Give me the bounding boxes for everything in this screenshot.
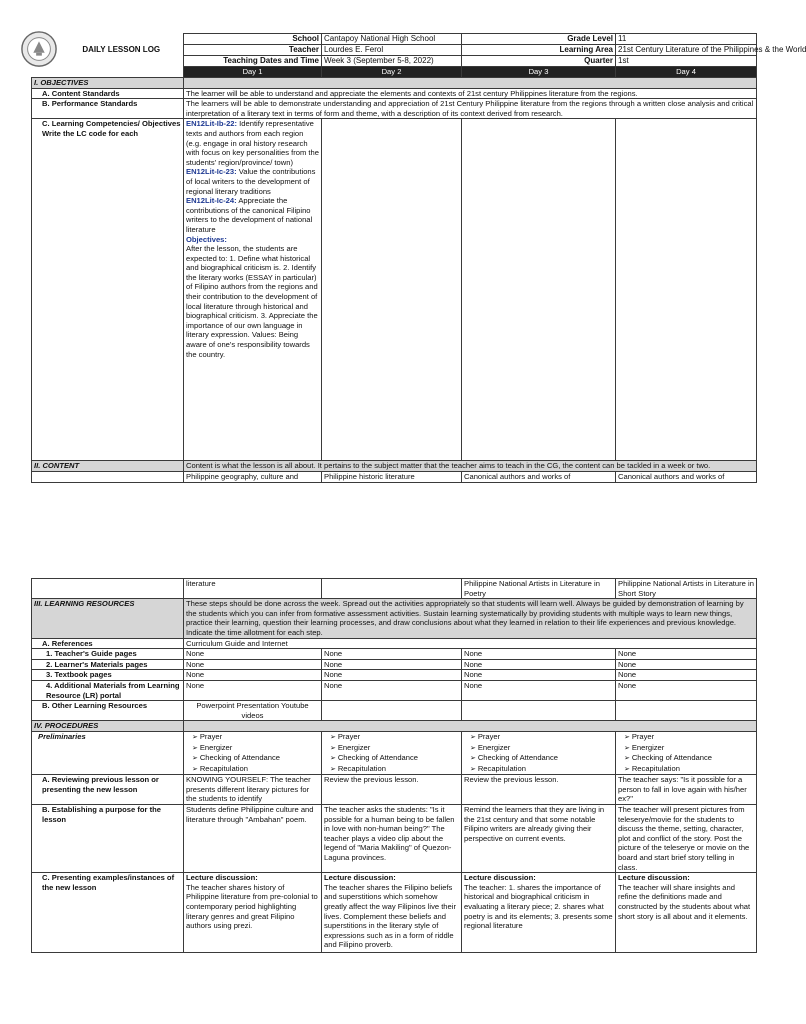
purpose-day2: The teacher asks the students: "Is it possible for a human being to be fallen in love with non-human being?" The teacher plays a video clip about the legend of "Maria Makiling" of Quezon-Laguna provinces. (322, 805, 462, 873)
lc-text-22: Identify representative texts and authors from each region (e.g. engage in oral history research with focus on key personalities from the students' region/province/ town) (186, 119, 319, 167)
none-cell: None (616, 659, 757, 670)
lesson-log-table-page1 (31, 33, 806, 483)
reviewing-day2: Review the previous lesson. (322, 775, 462, 805)
performance-standards-text: The learners will be able to demonstrate understanding and appreciation of 21st Century Philippine literature from the regions through a written close analysis and critical interpretation of a literary text in terms of form and theme, with a description of its context derived from research. (184, 99, 757, 119)
list-item: ➢ Recapitulation (470, 764, 613, 775)
content-standards-text: The learner will be able to understand and appreciate the elements and contexts of 21st century Philippines literature from the regions. (184, 88, 757, 99)
prelim-list-day2 (324, 732, 459, 774)
none-cell: None (462, 649, 616, 660)
prelim-list-day1 (186, 732, 319, 774)
presenting-text: The teacher: 1. shares the importance of historical and biographical criticism in evaluating a literary piece; 2. shares what poetry is and its elements; 3. presents some regional literature (464, 882, 613, 931)
lecture-heading: Lecture discussion: (618, 873, 690, 883)
list-item: ➢ Checking of Attendance (470, 753, 613, 764)
none-cell: None (322, 659, 462, 670)
prelim-list-day4 (618, 732, 754, 774)
list-item: ➢ Recapitulation (192, 764, 319, 775)
reviewing-day4: The teacher says: "Is it possible for a person to fall in love again with his/her ex?" (616, 775, 757, 805)
school-value: Cantapoy National High School (322, 34, 462, 45)
lecture-heading: Lecture discussion: (324, 873, 396, 883)
presenting-day4 (616, 873, 757, 953)
additional-materials-label: 4. Additional Materials from Learning Resource (LR) portal (32, 680, 184, 700)
objectives-title: I. OBJECTIVES (32, 78, 184, 89)
list-item: ➢ Prayer (330, 732, 459, 743)
area-value: 21st Century Literature of the Philippines & the World (616, 45, 757, 56)
learners-materials-label: 2. Learner's Materials pages (32, 659, 184, 670)
purpose-day1: Students define Philippine culture and literature through "Ambahan" poem. (184, 805, 322, 873)
references-label: A. References (32, 638, 184, 649)
list-item: ➢ Prayer (192, 732, 319, 743)
none-cell: None (322, 680, 462, 700)
reviewing-day3: Review the previous lesson. (462, 775, 616, 805)
list-item: ➢ Prayer (470, 732, 613, 743)
list-item: ➢ Checking of Attendance (192, 753, 319, 764)
content-day3-cont: Philippine National Artists in Literature in Poetry (462, 579, 616, 599)
area-label: Learning Area (462, 45, 616, 56)
day4-header: Day 4 (616, 67, 757, 78)
list-item: ➢ Prayer (624, 732, 754, 743)
content-day2: Philippine historic literature (322, 471, 462, 482)
day1-header: Day 1 (184, 67, 322, 78)
lc-text-23: Value the contributions of local writers to the development of regional literary traditions (186, 167, 316, 196)
none-cell: None (322, 649, 462, 660)
lc-code-22: EN12Lit-Ib-22: (186, 119, 238, 129)
teacher-value: Lourdes E. Ferol (322, 45, 462, 56)
content-intro: Content is what the lesson is all about. It pertains to the subject matter that the teacher aims to teach in the CG, the content can be tackled in a week or two. (184, 461, 757, 472)
preliminaries-label: Preliminaries (32, 731, 184, 774)
presenting-label: C. Presenting examples/instances of the new lesson (32, 873, 184, 953)
competencies-label: C. Learning Competencies/ Objectives Write the LC code for each (32, 119, 184, 461)
other-resources-label: B. Other Learning Resources (32, 701, 184, 721)
grade-label: Grade Level (462, 34, 616, 45)
none-cell: None (462, 659, 616, 670)
none-cell: None (616, 670, 757, 681)
list-item: ➢ Energizer (330, 743, 459, 754)
quarter-label: Quarter (462, 56, 616, 67)
none-cell: None (184, 659, 322, 670)
list-item: ➢ Checking of Attendance (330, 753, 459, 764)
presenting-text: The teacher shares history of Philippine literature from pre-colonial to contemporary period highlighting literary genres and great Filipino authors using prezi. (186, 882, 318, 931)
lc-code-24: EN12Lit-Ic-24: (186, 196, 237, 206)
lc-text-24: Appreciate the contributions of the canonical Filipino writers to the development of national literature (186, 196, 313, 234)
lecture-heading: Lecture discussion: (464, 873, 536, 883)
content-title: II. CONTENT (32, 461, 184, 472)
objectives-heading: Objectives: (186, 234, 227, 244)
competencies-day1 (184, 119, 322, 461)
reviewing-day1: KNOWING YOURSELF: The teacher presents different literary pictures for the students to identify (184, 775, 322, 805)
teachers-guide-label: 1. Teacher's Guide pages (32, 649, 184, 660)
grade-value: 11 (616, 34, 757, 45)
other-resources-text: Powerpoint Presentation Youtube videos (184, 701, 322, 721)
lecture-heading: Lecture discussion: (186, 873, 258, 883)
list-item: ➢ Recapitulation (330, 764, 459, 775)
dates-value: Week 3 (September 5-8, 2022) (322, 56, 462, 67)
school-label: School (184, 34, 322, 45)
reviewing-label: A. Reviewing previous lesson or presenting the new lesson (32, 775, 184, 805)
objectives-text: After the lesson, the students are expected to: 1. Define what historical and biographical criticism is. 2. Identify the literary works (ESSAY in particular) of Filipino authors from the regions and their contribution to the development of local literature through historical and biographical criticism. 3. Appreciate the importance of our own language in literary expression. Values: Being aware of one's responsibility towards the country. (186, 244, 318, 359)
none-cell: None (184, 649, 322, 660)
prelim-list-day3 (464, 732, 613, 774)
none-cell: None (184, 670, 322, 681)
list-item: ➢ Recapitulation (624, 764, 754, 775)
lesson-log-table-page2 (31, 578, 757, 953)
presenting-text: The teacher shares the Filipino beliefs and superstitions which somehow greatly affect the way Filipinos live their lives. Complement these beliefs and superstitions in the literary style of expressions such as in a form of riddle and Filipino proverb. (324, 882, 456, 950)
list-item: ➢ Energizer (470, 743, 613, 754)
none-cell: None (462, 670, 616, 681)
list-item: ➢ Energizer (192, 743, 319, 754)
references-text: Curriculum Guide and Internet (184, 638, 757, 649)
content-day1: Philippine geography, culture and (184, 471, 322, 482)
resources-intro: These steps should be done across the week. Spread out the activities appropriately so that students will learn well. Always be guided by demonstration of learning by the students which you can infer from formative assessment activities. Sustain learning systematically by providing students with multiple ways to learn new things, practice their learning, question their learning processes, and draw conclusions about what they learned in relation to their life experiences and previous knowledge. Indicate the time allotment for each step. (184, 599, 757, 638)
day2-header: Day 2 (322, 67, 462, 78)
list-item: ➢ Checking of Attendance (624, 753, 754, 764)
textbook-label: 3. Textbook pages (32, 670, 184, 681)
presenting-text: The teacher will share insights and refine the definitions made and constructed by the students about what short story is all about and it elements. (618, 882, 751, 921)
presenting-day2 (322, 873, 462, 953)
teacher-label: Teacher (184, 45, 322, 56)
resources-title: III. LEARNING RESOURCES (32, 599, 184, 638)
none-cell: None (184, 680, 322, 700)
content-day4: Canonical authors and works of (616, 471, 757, 482)
performance-standards-label: B. Performance Standards (32, 99, 184, 119)
list-item: ➢ Energizer (624, 743, 754, 754)
log-title: DAILY LESSON LOG (82, 45, 161, 54)
procedures-title: IV. PROCEDURES (32, 721, 184, 732)
presenting-day3 (462, 873, 616, 953)
quarter-value: 1st (616, 56, 757, 67)
purpose-day3: Remind the learners that they are living in the 21st century and that some notable Filipino writers are already giving their perspective on current events. (462, 805, 616, 873)
content-day1-cont: literature (184, 579, 322, 599)
purpose-label: B. Establishing a purpose for the lesson (32, 805, 184, 873)
dates-label: Teaching Dates and Time (184, 56, 322, 67)
content-day4-cont: Philippine National Artists in Literature in Short Story (616, 579, 757, 599)
none-cell: None (462, 680, 616, 700)
purpose-day4: The teacher will present pictures from teleserye/movie for the students to discuss the theme, setting, character, plot and conflict of the story. Post the picture of the teleserye or movie on the board and start brief story telling in class. (616, 805, 757, 873)
content-standards-label: A. Content Standards (32, 88, 184, 99)
presenting-day1 (184, 873, 322, 953)
day3-header: Day 3 (462, 67, 616, 78)
lc-code-23: EN12Lit-Ic-23: (186, 167, 237, 177)
none-cell: None (616, 680, 757, 700)
none-cell: None (616, 649, 757, 660)
none-cell: None (322, 670, 462, 681)
content-day3: Canonical authors and works of (462, 471, 616, 482)
